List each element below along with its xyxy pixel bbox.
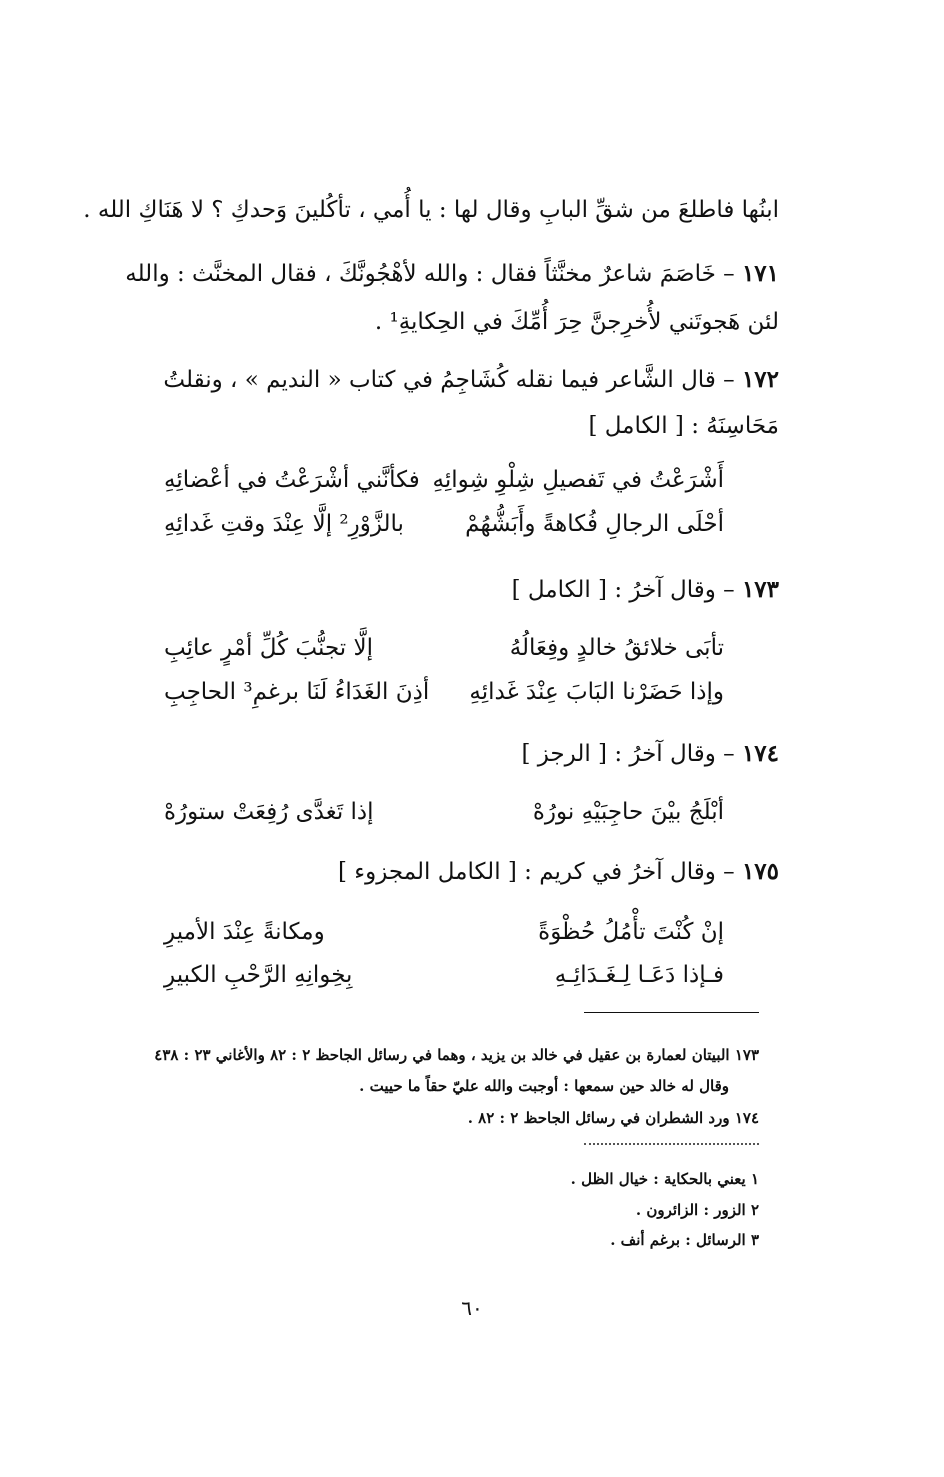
verse-first-hemistich: وإذا حَضَرْنا البَابَ عِنْدَ غَدائِهِ [469, 679, 724, 705]
anecdote-text: – وقال آخرُ : [ الكامل ] [511, 577, 735, 603]
footnote-1 [571, 1168, 759, 1190]
footnote-3 [610, 1229, 759, 1251]
note-number: ١٧٣ [734, 1046, 759, 1064]
note-number: ١٧٤ [734, 1109, 759, 1127]
anecdote-171-line-1 [125, 257, 779, 291]
anecdote-text: – خَاصَمَ شاعرٌ مخنَّثاً فقال : والله لأهْجُونَّكَ ، فقال المخنَّث : والله [125, 261, 735, 287]
anecdote-175-heading [159, 855, 779, 889]
verse-second-hemistich: ومكانةً عِنْدَ الأميرِ [164, 919, 325, 945]
anecdote-text: – وقال آخرُ في كريم : [ الكامل المجزوء ] [337, 859, 735, 885]
verse-first-hemistich: فـإذا دَعَـا لِـغَـدَائِـهِ [554, 962, 724, 988]
anecdote-text: – وقال آخرُ : [ الرجز ] [521, 741, 735, 767]
verse-line [164, 628, 724, 668]
verse-first-hemistich: أبْلَجُ بيْنَ حاجِبَيْهِ نورُهْ [532, 799, 724, 825]
anecdote-text: مَحَاسِنَهُ : [ الكامل ] [588, 413, 779, 439]
anecdote-172-line-2 [159, 409, 779, 443]
anecdote-173-heading [159, 573, 779, 607]
footnote-dotted-separator [584, 1143, 759, 1145]
verse-line [164, 912, 724, 952]
verse-second-hemistich: أذِنَ الغَدَاءُ لَنَا برغمِ³ الحاجِبِ [164, 679, 430, 705]
page-number: ٦٠ [461, 1296, 483, 1320]
note-text: البيتان لعمارة بن عقيل في خالد بن يزيد ، وهما في رسائل الجاحظ ٢ : ٨٢ والأغاني ٢٣ : ٤٣٨ [154, 1046, 730, 1064]
anecdote-number: ١٧٥ [741, 858, 779, 885]
paragraph-text: ابنُها فاطلعَ من شقِّ البابِ وقال لها : يا أُمي ، تأكُلينَ وَحدكِ ؟ لا هَنَاكِ الله . [83, 197, 779, 223]
anecdote-text: لئن هَجوتَني لأُخرِجنَّ حِرَ أُمِّكَ في الحِكايةِ¹ . [374, 309, 779, 335]
verse-line [164, 672, 724, 712]
anecdote-number: ١٧١ [741, 260, 779, 287]
anecdote-172-line-1 [159, 363, 779, 397]
anecdote-171-line-2 [159, 305, 779, 339]
footnote-text: ٣ الرسائل : برغم أنف . [610, 1231, 759, 1249]
anecdote-number: ١٧٣ [741, 576, 779, 603]
verse-first-hemistich: إنْ كُنْتَ تأْمُلُ حُظْوَةً [538, 919, 724, 945]
footnote-2 [636, 1199, 759, 1221]
footnote-text: ١ يعني بالحكاية : خيال الظل . [570, 1170, 759, 1188]
verse-line [164, 460, 724, 500]
verse-second-hemistich: بِخِوانِهِ الرَّحْبِ الكبيرِ [164, 962, 353, 988]
note-173-line-1 [154, 1044, 759, 1066]
note-text: وقال له خالد حين سمعها : أوجبت والله عليّ حقاً ما حييت . [359, 1077, 729, 1095]
verse-second-hemistich: بالزَّوْرِ² إلَّا عِنْدَ وقتِ غَدائِهِ [164, 511, 404, 537]
note-text: ورد الشطران في رسائل الجاحظ ٢ : ٨٢ . [467, 1109, 730, 1127]
anecdote-number: ١٧٢ [741, 366, 779, 393]
verse-line [164, 955, 724, 995]
verse-first-hemistich: أَشْرَعْتُ في تَفصيلِ شِلْوِ شِوائِهِ [432, 467, 724, 493]
anecdote-174-heading [159, 737, 779, 771]
anecdote-text: – قال الشَّاعر فيما نقله كُشَاجِمُ في كتاب « النديم » ، ونقلتُ [163, 367, 735, 393]
verse-second-hemistich: إلَّا تجنُّبَ كُلِّ أمْرٍ عائِبِ [164, 635, 374, 661]
verse-line [164, 504, 724, 544]
note-173-line-2 [359, 1075, 729, 1097]
verse-first-hemistich: أحْلَى الرجالِ فُكاهةً وأَبَشُّهُمْ [465, 511, 724, 537]
anecdote-number: ١٧٤ [741, 740, 779, 767]
paragraph-continuation [83, 193, 779, 227]
verse-second-hemistich: إذا تَغدَّى رُفِعَتْ ستورُهْ [164, 799, 374, 825]
note-174 [468, 1107, 759, 1129]
footnote-separator [584, 1012, 759, 1013]
verse-line [164, 792, 724, 832]
verse-second-hemistich: فكأنَّني أشْرَعْتُ في أعْضائِهِ [164, 467, 420, 493]
footnote-text: ٢ الزور : الزائرون . [635, 1201, 759, 1219]
verse-first-hemistich: تأبَى خلائقُ خالدٍ وفِعَالُهُ [509, 635, 724, 661]
